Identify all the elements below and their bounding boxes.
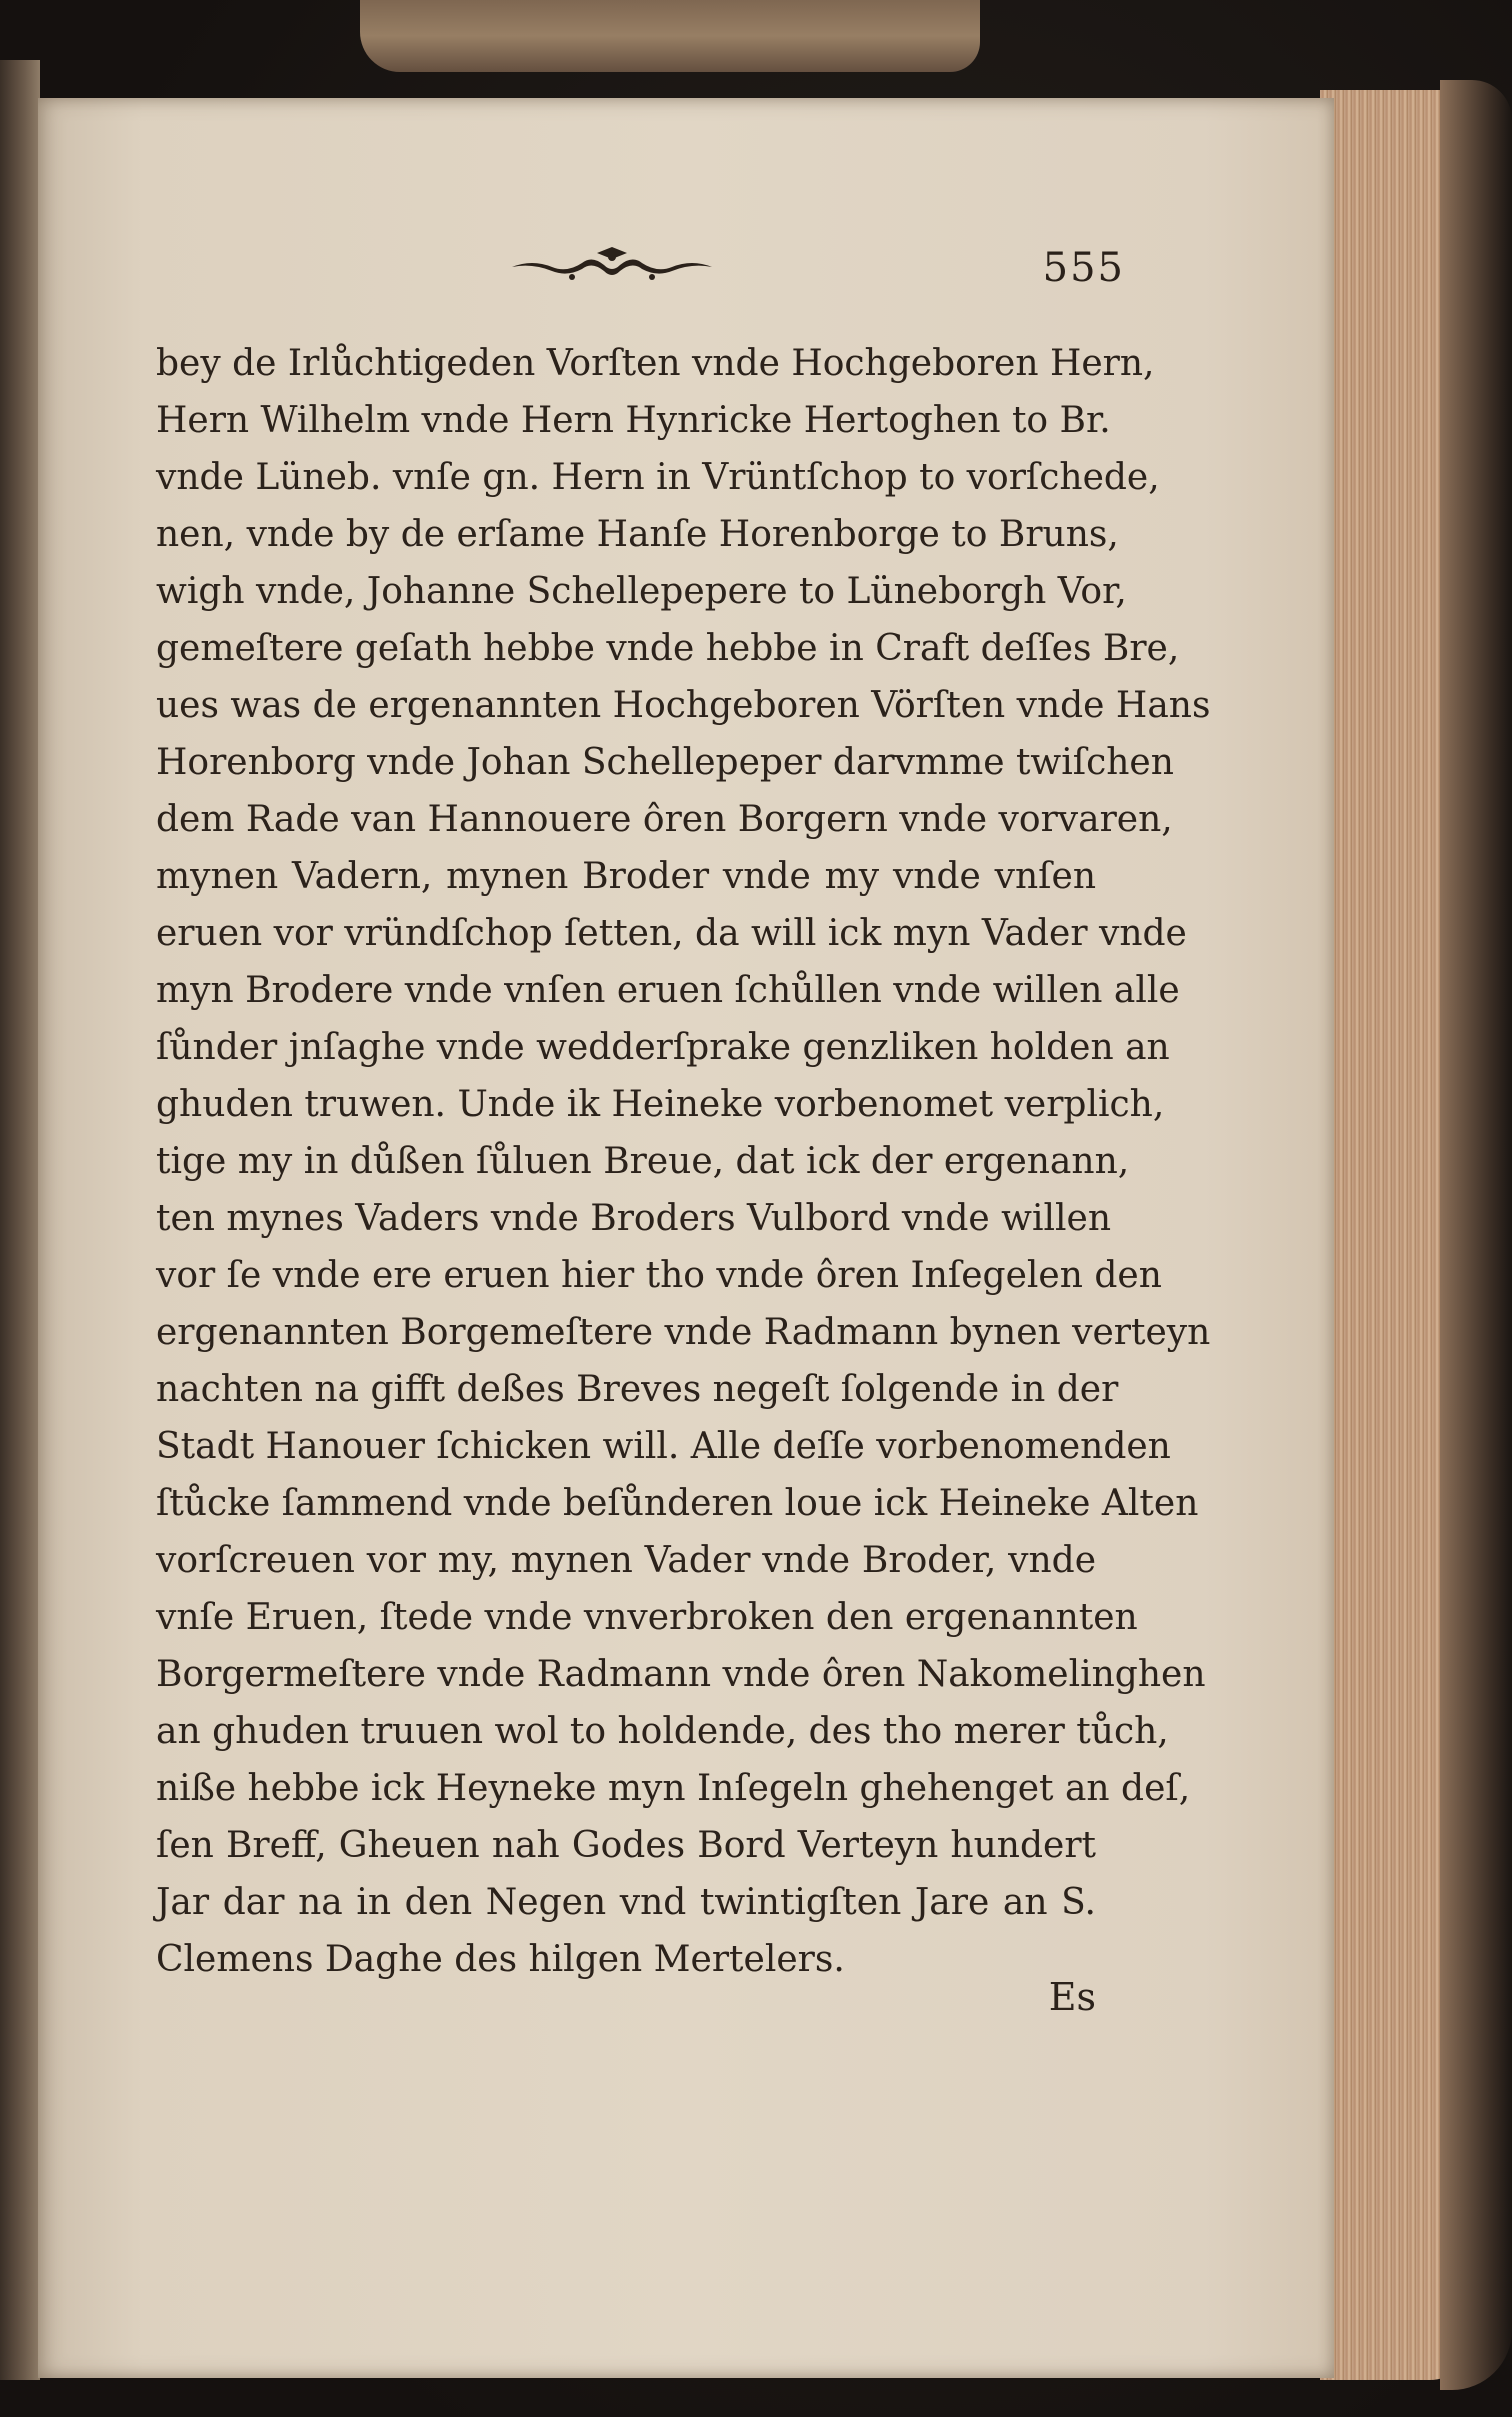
book-cover-edge	[1440, 80, 1512, 2390]
text-line: nen, vnde by de erſame Hanſe Horenborge to Bruns,	[156, 514, 1119, 555]
catchword: Es	[1048, 1975, 1096, 2019]
text-line: Stadt Hanouer ſchicken will. Alle deſſe vorbenomenden	[156, 1426, 1171, 1467]
text-line: bey de Irlůchtigeden Vorſten vnde Hochgeboren Hern,	[156, 343, 1155, 384]
text-line: myn Brodere vnde vnſen eruen ſchůllen vnde willen alle	[156, 970, 1180, 1011]
text-line: nachten na gifft deßes Breves negeſt ſolgende in der	[156, 1369, 1119, 1410]
text-line: Jar dar na in den Negen vnd twintigſten Jare an S.	[156, 1882, 1096, 1923]
text-line: ues was de ergenannten Hochgeboren Vörſten vnde Hans	[156, 685, 1211, 726]
text-line: Clemens Daghe des hilgen Mertelers.	[156, 1939, 845, 1980]
text-line: ghuden truwen. Unde ik Heineke vorbenomet verplich,	[156, 1084, 1165, 1125]
body-text	[156, 335, 1211, 1988]
text-line: Borgermeſtere vnde Radmann vnde ôren Nakomelinghen	[156, 1654, 1206, 1695]
fleuron-ornament-icon	[512, 247, 712, 287]
text-line: vor ſe vnde ere eruen hier tho vnde ôren Inſegelen den	[156, 1255, 1162, 1296]
text-line: ergenannten Borgemeſtere vnde Radmann bynen verteyn	[156, 1312, 1211, 1353]
text-line: gemeſtere geſath hebbe vnde hebbe in Craft deſſes Bre,	[156, 628, 1180, 669]
page-number: 555	[1042, 245, 1125, 291]
text-line: wigh vnde, Johanne Schellepepere to Lüneborgh Vor,	[156, 571, 1127, 612]
book-left-edge	[0, 60, 40, 2380]
text-line: niße hebbe ick Heyneke myn Inſegeln ghehenget an deſ,	[156, 1768, 1191, 1809]
torn-spine-strip	[360, 0, 980, 72]
text-line: vnſe Eruen, ſtede vnde vnverbroken den ergenannten	[156, 1597, 1138, 1638]
text-line: ten mynes Vaders vnde Broders Vulbord vnde willen	[156, 1198, 1112, 1239]
text-line: dem Rade van Hannouere ôren Borgern vnde vorvaren,	[156, 799, 1173, 840]
text-line: ſtůcke ſammend vnde beſůnderen loue ick Heineke Alten	[156, 1483, 1199, 1524]
text-line: Horenborg vnde Johan Schellepeper darvmme twiſchen	[156, 742, 1174, 783]
text-line: mynen Vadern, mynen Broder vnde my vnde vnſen	[156, 856, 1096, 897]
text-line: ſen Breff, Gheuen nah Godes Bord Verteyn hundert	[156, 1825, 1096, 1866]
text-line: tige my in důßen ſůluen Breue, dat ick der ergenann,	[156, 1141, 1130, 1182]
text-line: eruen vor vründſchop ſetten, da will ick myn Vader vnde	[156, 913, 1187, 954]
text-line: ſůnder jnſaghe vnde wedderſprake genzliken holden an	[156, 1027, 1170, 1068]
text-line: Hern Wilhelm vnde Hern Hynricke Hertoghen to Br.	[156, 400, 1111, 441]
text-line: vnde Lüneb. vnſe gn. Hern in Vrüntſchop to vorſchede,	[156, 457, 1160, 498]
text-line: an ghuden truuen wol to holdende, des tho merer tůch,	[156, 1711, 1169, 1752]
text-line: vorſcreuen vor my, mynen Vader vnde Broder, vnde	[156, 1540, 1096, 1581]
